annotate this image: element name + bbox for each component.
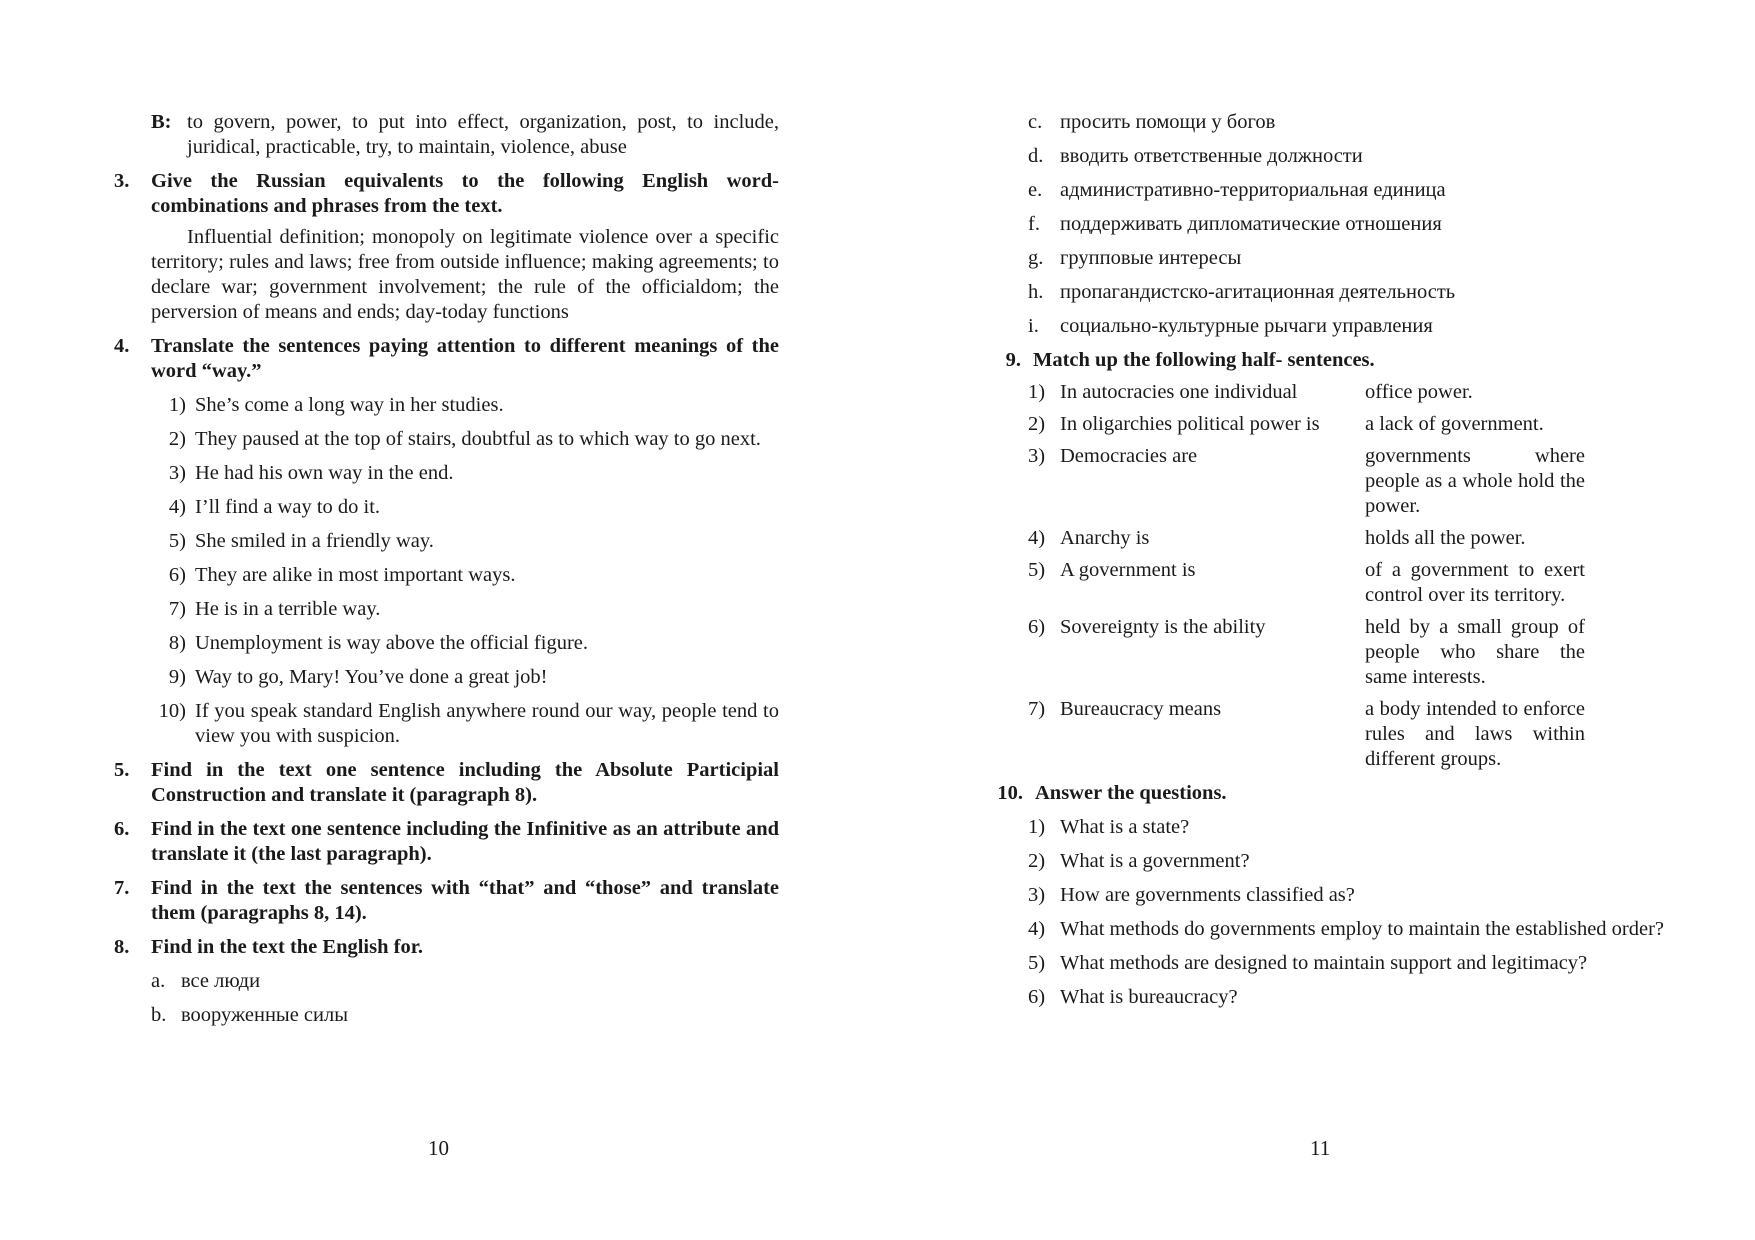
list-item bbox=[1028, 110, 1668, 135]
b-text: to govern, power, to put into effect, organization, post, to include, juridical, practicable, try, to maintain, violence, abuse bbox=[187, 111, 779, 158]
half-sentence-right: of a government to exert control over its territory. bbox=[1365, 559, 1585, 606]
task-number: 3. bbox=[114, 170, 130, 192]
task-number: 10. bbox=[997, 782, 1023, 804]
list-item bbox=[151, 699, 779, 749]
item-number: 8) bbox=[168, 632, 186, 654]
item-text: вооруженные силы bbox=[181, 1004, 349, 1026]
item-number: 2) bbox=[168, 428, 186, 450]
item-text: If you speak standard English anywhere round our way, people tend to view you with suspicion. bbox=[195, 700, 779, 747]
item-text: What methods are designed to maintain support and legitimacy? bbox=[1060, 952, 1588, 974]
item-text: What is a state? bbox=[1060, 816, 1190, 838]
item-number: 2) bbox=[1028, 413, 1046, 435]
task-5 bbox=[114, 758, 779, 808]
item-text: Unemployment is way above the official figure. bbox=[195, 632, 588, 654]
list-item bbox=[151, 529, 779, 554]
item-text: What is a government? bbox=[1060, 850, 1250, 872]
half-sentence-left: Bureaucracy means bbox=[1060, 698, 1222, 720]
list-item bbox=[151, 563, 779, 588]
task-3 bbox=[114, 169, 779, 219]
item-number: 5) bbox=[1028, 952, 1046, 974]
item-letter: c. bbox=[1028, 111, 1043, 133]
item-text: вводить ответственные должности bbox=[1060, 145, 1363, 167]
item-text: поддерживать дипломатические отношения bbox=[1060, 213, 1442, 235]
half-sentence-left: In autocracies one individual bbox=[1060, 381, 1298, 403]
match-row bbox=[1028, 697, 1668, 772]
item-number: 1) bbox=[1028, 381, 1046, 403]
item-number: 5) bbox=[168, 530, 186, 552]
item-letter: f. bbox=[1028, 213, 1040, 235]
list-item bbox=[1028, 246, 1668, 271]
task-8-list bbox=[114, 969, 779, 1028]
list-item bbox=[1028, 280, 1668, 305]
item-number: 3) bbox=[168, 462, 186, 484]
item-text: административно-территориальная единица bbox=[1060, 179, 1446, 201]
item-number: 3) bbox=[1028, 884, 1046, 906]
item-number: 4) bbox=[1028, 527, 1046, 549]
item-letter: d. bbox=[1028, 145, 1044, 167]
item-number: 6) bbox=[1028, 616, 1046, 638]
task-heading: Answer the questions. bbox=[1035, 782, 1227, 804]
list-item bbox=[1028, 883, 1668, 908]
half-sentence-right: holds all the power. bbox=[1365, 527, 1526, 549]
item-text: They are alike in most important ways. bbox=[195, 564, 516, 586]
item-text: He had his own way in the end. bbox=[195, 462, 454, 484]
item-number: 4) bbox=[168, 496, 186, 518]
b-label: B: bbox=[151, 111, 172, 133]
half-sentence-right: held by a small group of people who share the same interests. bbox=[1365, 616, 1585, 688]
item-letter: e. bbox=[1028, 179, 1043, 201]
item-number: 2) bbox=[1028, 850, 1046, 872]
match-row bbox=[1028, 615, 1668, 690]
item-text: Way to go, Mary! You’ve done a great job! bbox=[195, 666, 548, 688]
list-item bbox=[151, 461, 779, 486]
item-text: групповые интересы bbox=[1060, 247, 1242, 269]
half-sentence-right: a body intended to enforce rules and laws within different groups. bbox=[1365, 698, 1585, 770]
task-heading: Match up the following half- sentences. bbox=[1033, 349, 1375, 371]
task-heading: Find in the text the English for. bbox=[151, 936, 424, 958]
item-letter: g. bbox=[1028, 247, 1044, 269]
task-10-list bbox=[988, 815, 1668, 1010]
item-text: They paused at the top of stairs, doubtful as to which way to go next. bbox=[195, 428, 761, 450]
item-text: How are governments classified as? bbox=[1060, 884, 1355, 906]
item-text: I’ll find a way to do it. bbox=[195, 496, 381, 518]
task-number: 7. bbox=[114, 877, 130, 899]
half-sentence-right: office power. bbox=[1365, 381, 1473, 403]
task-heading: Give the Russian equivalents to the following English word-combinations and phrases from the text. bbox=[151, 170, 779, 217]
task-8-continued-list bbox=[988, 110, 1668, 339]
item-letter: b. bbox=[151, 1004, 167, 1026]
item-letter: a. bbox=[151, 970, 166, 992]
half-sentence-right: governments where people as a whole hold the power. bbox=[1365, 445, 1585, 517]
item-number: 7) bbox=[168, 598, 186, 620]
list-item bbox=[1028, 815, 1668, 840]
item-number: 6) bbox=[168, 564, 186, 586]
task-9 bbox=[988, 348, 1668, 373]
match-row bbox=[1028, 526, 1668, 551]
list-item bbox=[151, 631, 779, 656]
item-number: 10) bbox=[158, 700, 186, 722]
page-number-right: 11 bbox=[1310, 1136, 1331, 1160]
item-letter: h. bbox=[1028, 281, 1044, 303]
list-item bbox=[1028, 951, 1668, 976]
list-item bbox=[151, 1003, 779, 1028]
item-text: просить помощи у богов bbox=[1060, 111, 1276, 133]
list-item bbox=[1028, 849, 1668, 874]
item-number: 6) bbox=[1028, 986, 1046, 1008]
task-number: 8. bbox=[114, 936, 130, 958]
task-heading: Find in the text one sentence including the Absolute Participial Construction and translate it (paragraph 8). bbox=[151, 759, 779, 806]
task-number: 6. bbox=[114, 818, 130, 840]
task-number: 9. bbox=[1005, 349, 1021, 371]
b-block bbox=[151, 110, 779, 160]
item-number: 9) bbox=[168, 666, 186, 688]
task-10 bbox=[988, 781, 1668, 806]
list-item bbox=[151, 969, 779, 994]
half-sentence-left: Democracies are bbox=[1060, 445, 1198, 467]
list-item bbox=[151, 495, 779, 520]
item-number: 4) bbox=[1028, 918, 1046, 940]
match-row bbox=[1028, 380, 1668, 405]
list-item bbox=[151, 427, 779, 452]
item-number: 7) bbox=[1028, 698, 1046, 720]
item-number: 5) bbox=[1028, 559, 1046, 581]
task-number: 5. bbox=[114, 759, 130, 781]
list-item bbox=[1028, 917, 1668, 942]
half-sentence-left: Anarchy is bbox=[1060, 527, 1150, 549]
match-row bbox=[1028, 558, 1668, 608]
half-sentence-left: A government is bbox=[1060, 559, 1196, 581]
match-row bbox=[1028, 412, 1668, 437]
item-text: He is in a terrible way. bbox=[195, 598, 381, 620]
item-number: 3) bbox=[1028, 445, 1046, 467]
task-7 bbox=[114, 876, 779, 926]
task-3-paragraph: Influential definition; monopoly on legitimate violence over a specific territory; rules and laws; free from outside influence; making agreements; to declare war; government involvement; the rule of the officialdom; the perversion of means and ends; day-today functions bbox=[151, 226, 779, 323]
task-number: 4. bbox=[114, 335, 130, 357]
task-4 bbox=[114, 334, 779, 384]
list-item bbox=[151, 597, 779, 622]
task-heading: Translate the sentences paying attention to different meanings of the word “way.” bbox=[151, 335, 779, 382]
item-number: 1) bbox=[168, 394, 186, 416]
list-item bbox=[1028, 144, 1668, 169]
item-text: She smiled in a friendly way. bbox=[195, 530, 434, 552]
page-number-left: 10 bbox=[428, 1136, 449, 1160]
list-item bbox=[1028, 314, 1668, 339]
task-heading: Find in the text one sentence including the Infinitive as an attribute and translate it (the last paragraph). bbox=[151, 818, 779, 865]
match-table bbox=[1028, 380, 1668, 772]
half-sentence-left: Sovereignty is the ability bbox=[1060, 616, 1266, 638]
list-item bbox=[1028, 985, 1668, 1010]
task-8 bbox=[114, 935, 779, 960]
list-item bbox=[1028, 178, 1668, 203]
list-item bbox=[151, 665, 779, 690]
left-page bbox=[114, 110, 779, 1028]
item-text: She’s come a long way in her studies. bbox=[195, 394, 504, 416]
match-row bbox=[1028, 444, 1668, 519]
task-4-list bbox=[114, 393, 779, 749]
item-number: 1) bbox=[1028, 816, 1046, 838]
item-text: все люди bbox=[181, 970, 261, 992]
item-text: пропагандистско-агитационная деятельность bbox=[1060, 281, 1456, 303]
list-item bbox=[151, 393, 779, 418]
half-sentence-right: a lack of government. bbox=[1365, 413, 1544, 435]
half-sentence-left: In oligarchies political power is bbox=[1060, 413, 1320, 435]
task-heading: Find in the text the sentences with “that” and “those” and translate them (paragraphs 8, 14). bbox=[151, 877, 779, 924]
task-6 bbox=[114, 817, 779, 867]
item-text: What is bureaucracy? bbox=[1060, 986, 1238, 1008]
item-text: What methods do governments employ to maintain the established order? bbox=[1060, 918, 1665, 940]
item-letter: i. bbox=[1028, 315, 1039, 337]
list-item bbox=[1028, 212, 1668, 237]
right-page bbox=[988, 110, 1668, 1010]
item-text: социально-культурные рычаги управления bbox=[1060, 315, 1433, 337]
